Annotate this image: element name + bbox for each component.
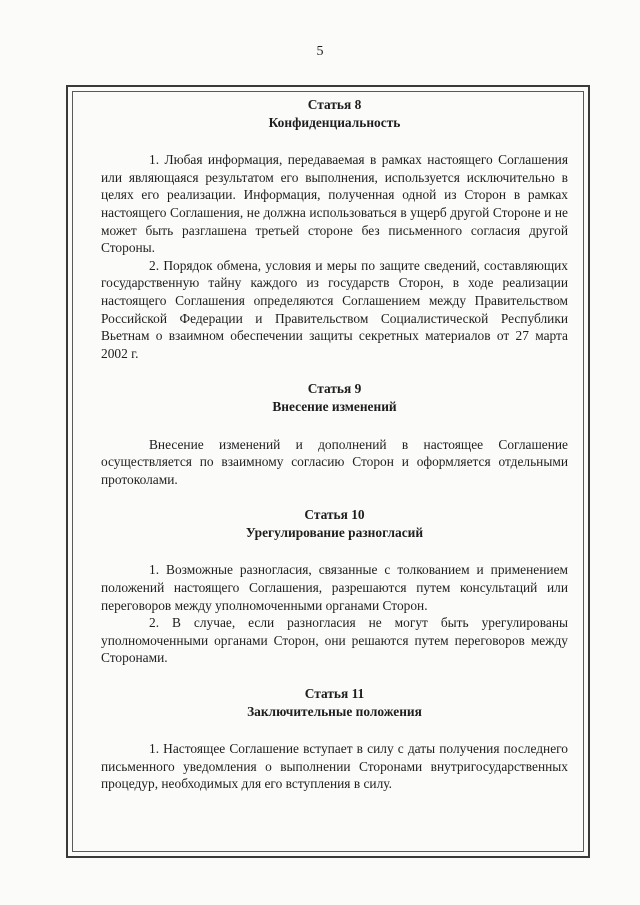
paragraph: 2. Порядок обмена, условия и меры по защите сведений, составляющих государственную тайну каждого из государств Сторон, в ходе реализации настоящего Соглашения определяются Соглашением между Правительством Российской Федерации и Правительством Социалистической Республики Вьетнам о взаимном обеспечении защиты секретных материалов от 27 марта 2002 г. [101, 257, 568, 361]
article-8 [101, 96, 568, 362]
article-subtitle: Конфиденциальность [268, 114, 401, 130]
article-title: Статья 11 [304, 686, 365, 702]
document-body [101, 96, 568, 811]
paragraph: 1. Настоящее Соглашение вступает в силу с даты получения последнего письменного уведомления о выполнении Сторонами внутригосударственных процедур, необходимых для его вступления в силу. [101, 741, 568, 792]
article-11 [101, 685, 568, 793]
paragraph: 1. Любая информация, передаваемая в рамках настоящего Соглашения или являющаяся результатом его выполнения, используется исключительно в целях его реализации. Информация, полученная одной из Сторон в рамках настоящего Соглашения, не должна использоваться в ущерб другой Стороне и не может быть разглашена третьей стороне без письменного согласия другой Стороны. [101, 152, 568, 256]
article-subtitle: Заключительные положения [247, 703, 422, 719]
article-title: Статья 8 [307, 97, 362, 112]
article-title: Статья 10 [304, 507, 365, 523]
paragraph: 1. Возможные разногласия, связанные с толкованием и применением положений настоящего Соглашения, разрешаются путем консультаций или переговоров между уполномоченными органами Сторон. [101, 562, 568, 613]
article-10 [101, 506, 568, 667]
article-subtitle: Урегулирование разногласий [245, 524, 424, 540]
article-title: Статья 9 [307, 381, 362, 397]
paragraph: Внесение изменений и дополнений в настоящее Соглашение осуществляется по взаимному согласию Сторон и оформляется отдельными протоколами. [101, 436, 568, 487]
article-9 [101, 380, 568, 488]
paragraph: 2. В случае, если разногласия не могут быть урегулированы уполномоченными органами Сторон, они решаются путем переговоров между Сторонами. [101, 615, 568, 666]
article-subtitle: Внесение изменений [272, 398, 397, 414]
page-number: 5 [316, 44, 324, 59]
